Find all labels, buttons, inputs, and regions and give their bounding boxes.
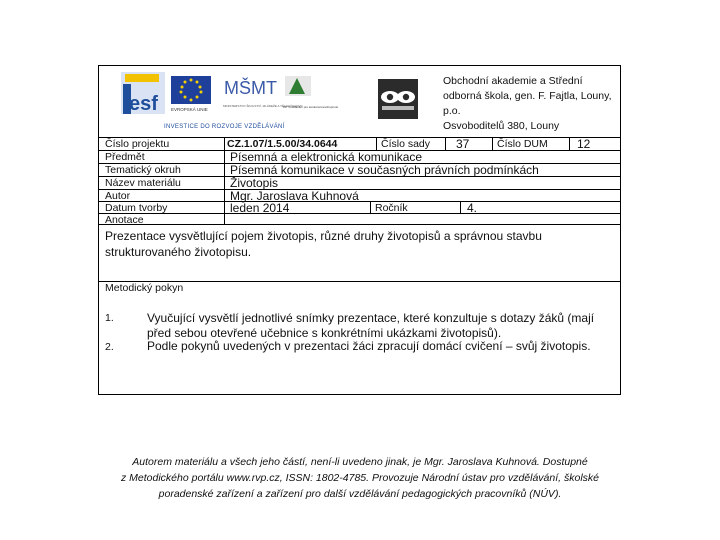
annotation-line: strukturovaného životopisu. — [105, 245, 252, 259]
dum-value: 12 — [577, 137, 591, 151]
document-frame — [98, 65, 621, 395]
date-label: Datum tvorby — [105, 202, 168, 214]
project-value: CZ.1.07/1.5.00/34.0644 — [227, 138, 338, 150]
msmt-text: MŠMT — [224, 78, 277, 98]
annotation-label: Anotace — [105, 214, 144, 226]
grid-line — [99, 213, 620, 214]
method-item-line: Vyučující vysvětlí jednotlivé snímky prezentace, které konzultuje s dotazy žáků (mají — [147, 311, 595, 325]
subject-label: Předmět — [105, 151, 145, 163]
footer-attribution — [110, 454, 610, 502]
grid-line — [99, 224, 620, 225]
topic-value: Písemná komunikace v současných právních podmínkách — [230, 163, 539, 177]
method-item-text: Podle pokynů uvedených v prezentaci žáci zpracují domácí cvičení – svůj životopis. — [147, 339, 591, 353]
esf-logo — [121, 72, 165, 115]
logo-strip — [119, 70, 349, 132]
method-item-number: 2. — [105, 341, 114, 353]
footer-line: z Metodického portálu www.rvp.cz, ISSN: 1802-4785. Provozuje Národní ústav pro vzdělávání, školské — [121, 472, 599, 484]
project-label: Číslo projektu — [105, 138, 170, 150]
author-label: Autor — [105, 190, 131, 202]
material-value: Životopis — [230, 176, 279, 190]
school-line: p.o. — [443, 105, 461, 117]
op-logo — [283, 76, 338, 109]
year-value: 4. — [467, 201, 478, 215]
school-logo — [377, 78, 419, 120]
dum-label: Číslo DUM — [497, 138, 548, 150]
eu-caption: EVROPSKÁ UNIE — [171, 107, 208, 112]
school-line: Obchodní akademie a Střední — [443, 75, 583, 87]
grid-line — [99, 201, 620, 202]
grid-line — [569, 137, 570, 150]
annotation-text — [105, 228, 542, 260]
grid-line — [445, 137, 446, 150]
material-label: Název materiálu — [105, 177, 181, 189]
grid-line — [460, 201, 461, 213]
op-caption: OP Vzdělávání pro konkurenceschopnost — [283, 105, 339, 109]
grid-line — [370, 201, 371, 213]
author-value: Mgr. Jaroslava Kuhnová — [230, 189, 359, 203]
grid-line — [492, 137, 493, 150]
school-line: Osvoboditelů 380, Louny — [443, 120, 560, 132]
eu-flag-logo — [171, 76, 211, 112]
topic-label: Tematický okruh — [105, 164, 181, 176]
grid-line — [99, 189, 620, 190]
msmt-caption: MINISTERSTVO ŠKOLSTVÍ, MLÁDEŽE A TĚLOVÝCHOVY — [223, 104, 303, 108]
method-label: Metodický pokyn — [105, 282, 184, 294]
annotation-line: Prezentace vysvětlující pojem životopis, různé druhy životopisů a správnou stavbu — [105, 229, 542, 243]
grid-line — [376, 137, 377, 150]
footer-line: Autorem materiálu a všech jeho částí, není-li uvedeno jinak, je Mgr. Jaroslava Kuhnová. Dostupné — [132, 456, 588, 468]
set-label: Číslo sady — [381, 138, 431, 150]
footer-line: poradenské zařízení a zařízení pro další vzdělávání pedagogických pracovníků (NÚV). — [158, 488, 562, 500]
set-value: 37 — [456, 137, 470, 151]
date-value: leden 2014 — [230, 201, 290, 215]
esf-logo-text: esf — [129, 93, 158, 115]
method-item-text — [147, 311, 594, 341]
grid-line — [224, 137, 225, 224]
method-item-number: 1. — [105, 312, 114, 324]
method-item-line: před sebou otevřené učebnice s konkrétními ukázkami životopisů). — [147, 326, 502, 340]
year-label: Ročník — [375, 202, 408, 214]
school-address — [443, 74, 612, 134]
school-line: odborná škola, gen. F. Fajtla, Louny, — [443, 90, 612, 102]
investment-tagline: INVESTICE DO ROZVOJE VZDĚLÁVÁNÍ — [164, 124, 285, 130]
subject-value: Písemná a elektronická komunikace — [230, 150, 423, 164]
